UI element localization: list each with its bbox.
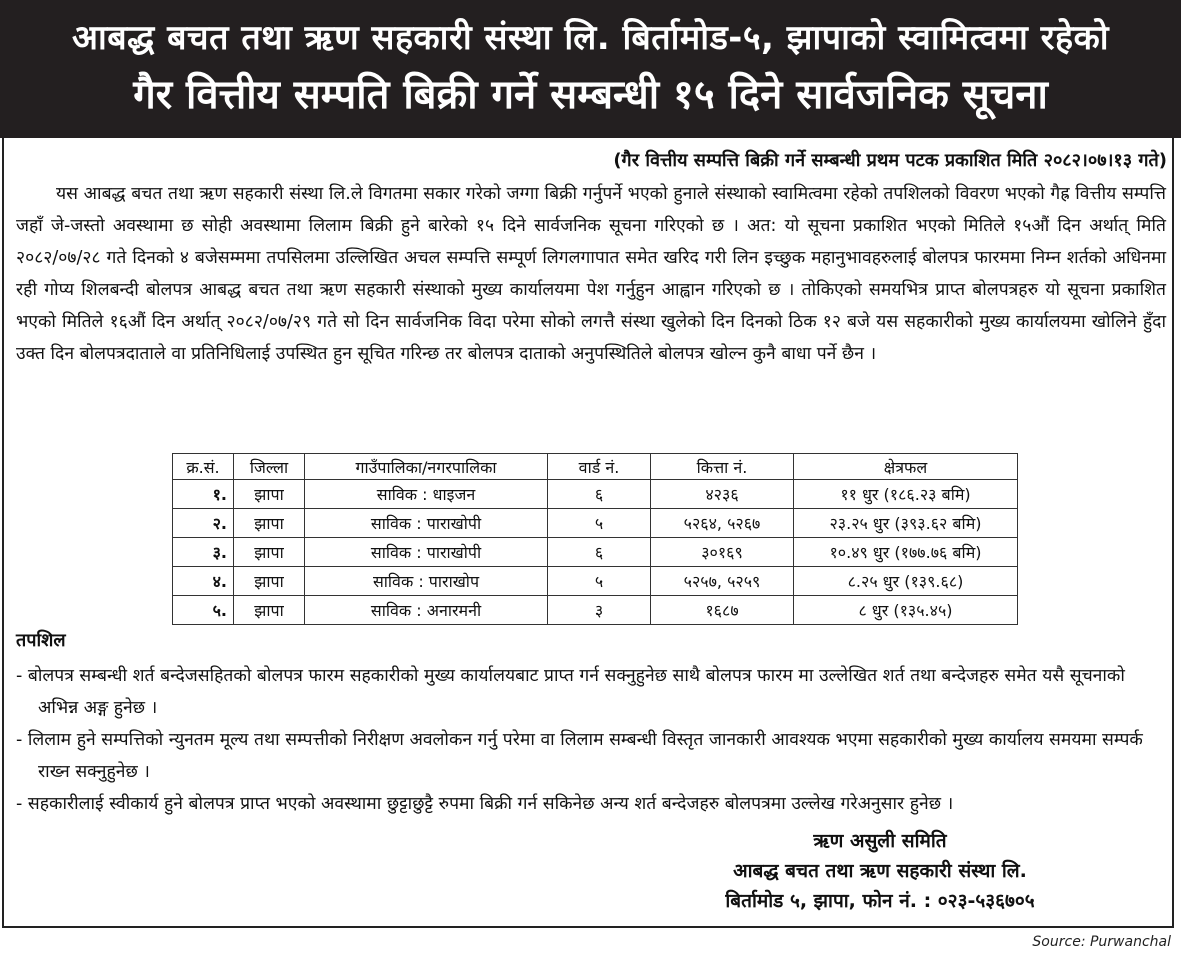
source-credit: Source: Purwanchal (1032, 934, 1171, 950)
signature-block (640, 826, 1120, 916)
condition-item: - लिलाम हुने सम्पत्तिको न्युनतम मूल्य तथा सम्पत्तीको निरीक्षण अवलोकन गर्नु परेमा वा लिलाम सम्बन्धी विस्तृत जानकारी आवश्यक भएमा सहकारीको मुख्य कार्यालय समयमा सम्पर्क राख्न सक्नुहुनेछ । (16, 730, 1143, 782)
table-cell: ५ (548, 567, 651, 596)
table-cell: १. (173, 480, 234, 509)
table-cell: झापा (234, 567, 305, 596)
notice-title: गैर वित्तीय सम्पति बिक्री गर्ने सम्बन्धी १५ दिने सार्वजनिक सूचना (133, 72, 1048, 118)
table-cell: झापा (234, 538, 305, 567)
table-row (173, 480, 1018, 509)
col-district: जिल्ला (234, 454, 305, 480)
committee-name: ऋण असुली समिति (813, 830, 947, 852)
table-cell: ५. (173, 596, 234, 625)
notice-header (0, 0, 1181, 138)
header-line-1: आबद्ध बचत तथा ऋण सहकारी संस्था लि. बिर्तामोड-५, झापाको स्वामित्वमा रहेको (71, 18, 1110, 58)
table-cell: ५२६४, ५२६७ (651, 509, 794, 538)
table-cell: झापा (234, 509, 305, 538)
col-ward: वार्ड नं. (548, 454, 651, 480)
conditions-list (16, 660, 1166, 820)
table-cell: ११ धुर (१८६.२३ बमि) (794, 480, 1018, 509)
table-cell: साविक : धाइजन (305, 480, 548, 509)
notice-body: यस आबद्ध बचत तथा ऋण सहकारी संस्था लि.ले विगतमा सकार गरेको जग्गा बिक्री गर्नुपर्ने भएको हुनाले संस्थाको स्वामित्वमा रहेको तपशिलको विवरण भएको गैह्र वित्तीय सम्पत्ति जहाँ जे-जस्तो अवस्थामा छ सोही अवस्थामा लिलाम बिक्री हुने बारेको १५ दिने सार्वजनिक सूचना गरिएको छ । अत: यो सूचना प्रकाशित भएको मितिले १५औं दिन अर्थात् मिति २०८२/०७/२८ गते दिनको ४ बजेसम्ममा तपसिलमा उल्लिखित अचल सम्पत्ति सम्पूर्ण लिगलगापात समेत खरिद गरी लिन इच्छुक महानुभावहरुलाई बोलपत्र फारममा निम्न शर्तको अधिनमा रही गोप्य शिलबन्दी बोलपत्र आबद्ध बचत तथा ऋण सहकारी संस्थाको मुख्य कार्यालयमा पेश गर्नुहुन आह्वान गरिएको छ । तोकिएको समयभित्र प्राप्त बोलपत्रहरु यो सूचना प्रकाशित भएको मितिले १६औं दिन अर्थात् २०८२/०७/२९ गते सो दिन सार्वजनिक विदा परेमा सोको लगत्तै संस्था खुलेको दिन दिनको ठिक १२ बजे यस सहकारीको मुख्य कार्यालयमा खोलिने हुँदा उक्त दिन बोलपत्रदाताले वा प्रतिनिधिलाई उपस्थित हुन सूचित गरिन्छ तर बोलपत्र दाताको अनुपस्थितिले बोलपत्र खोल्न कुनै बाधा पर्ने छैन । (16, 184, 1166, 364)
col-municipality: गाउँपालिका/नगरपालिका (305, 454, 548, 480)
table-cell: साविक : अनारमनी (305, 596, 548, 625)
table-cell: ५२५७, ५२५९ (651, 567, 794, 596)
table-cell: ८ धुर (१३५.४५) (794, 596, 1018, 625)
table-cell: १०.४९ धुर (१७७.७६ बमि) (794, 538, 1018, 567)
table-header-row (173, 454, 1018, 480)
table-cell: ३ (548, 596, 651, 625)
condition-item: - बोलपत्र सम्बन्धी शर्त बन्देजसहितको बोलपत्र फारम सहकारीको मुख्य कार्यालयबाट प्राप्त गर्न सक्नुहुनेछ साथै बोलपत्र फारम मा उल्लेखित शर्त तथा बन्देजहरु समेत यसै सूचनाको अभिन्न अङ्ग हुनेछ । (16, 666, 1125, 718)
table-cell: झापा (234, 480, 305, 509)
table-cell: झापा (234, 596, 305, 625)
condition-item: - सहकारीलाई स्वीकार्य हुने बोलपत्र प्राप्त भएको अवस्थामा छुट्टाछुट्टै रुपमा बिक्री गर्न सकिनेछ अन्य शर्त बन्देजहरु बोलपत्रमा उल्लेख गरेअनुसार हुनेछ । (16, 794, 954, 814)
first-publication-note: (गैर वित्तीय सम्पत्ति बिक्री गर्ने सम्बन्धी प्रथम पटक प्रकाशित मिति २०८२।०७।१३ गते) (613, 150, 1167, 171)
organization-name: आबद्ध बचत तथा ऋण सहकारी संस्था लि. (733, 860, 1027, 882)
col-area: क्षेत्रफल (794, 454, 1018, 480)
table-cell: ३०१६९ (651, 538, 794, 567)
table-cell: ४२३६ (651, 480, 794, 509)
table-cell: ८.२५ धुर (१३९.६८) (794, 567, 1018, 596)
property-table (172, 453, 1018, 625)
table-cell: साविक : पाराखोपी (305, 538, 548, 567)
table-cell: साविक : पाराखोप (305, 567, 548, 596)
table-row (173, 538, 1018, 567)
table-cell: ४. (173, 567, 234, 596)
table-cell: २३.२५ धुर (३९३.६२ बमि) (794, 509, 1018, 538)
col-sn: क्र.सं. (173, 454, 234, 480)
col-kitta: कित्ता नं. (651, 454, 794, 480)
table-cell: २. (173, 509, 234, 538)
table-cell: ५ (548, 509, 651, 538)
table-row (173, 509, 1018, 538)
table-cell: १६८७ (651, 596, 794, 625)
table-row (173, 567, 1018, 596)
table-cell: ६ (548, 480, 651, 509)
address-phone: बिर्तामोड ५, झापा, फोन नं. : ०२३-५३६७०५ (725, 890, 1035, 912)
table-row (173, 596, 1018, 625)
tapasil-heading: तपशिल (16, 630, 66, 651)
table-cell: ६ (548, 538, 651, 567)
table-cell: ३. (173, 538, 234, 567)
table-cell: साविक : पाराखोपी (305, 509, 548, 538)
